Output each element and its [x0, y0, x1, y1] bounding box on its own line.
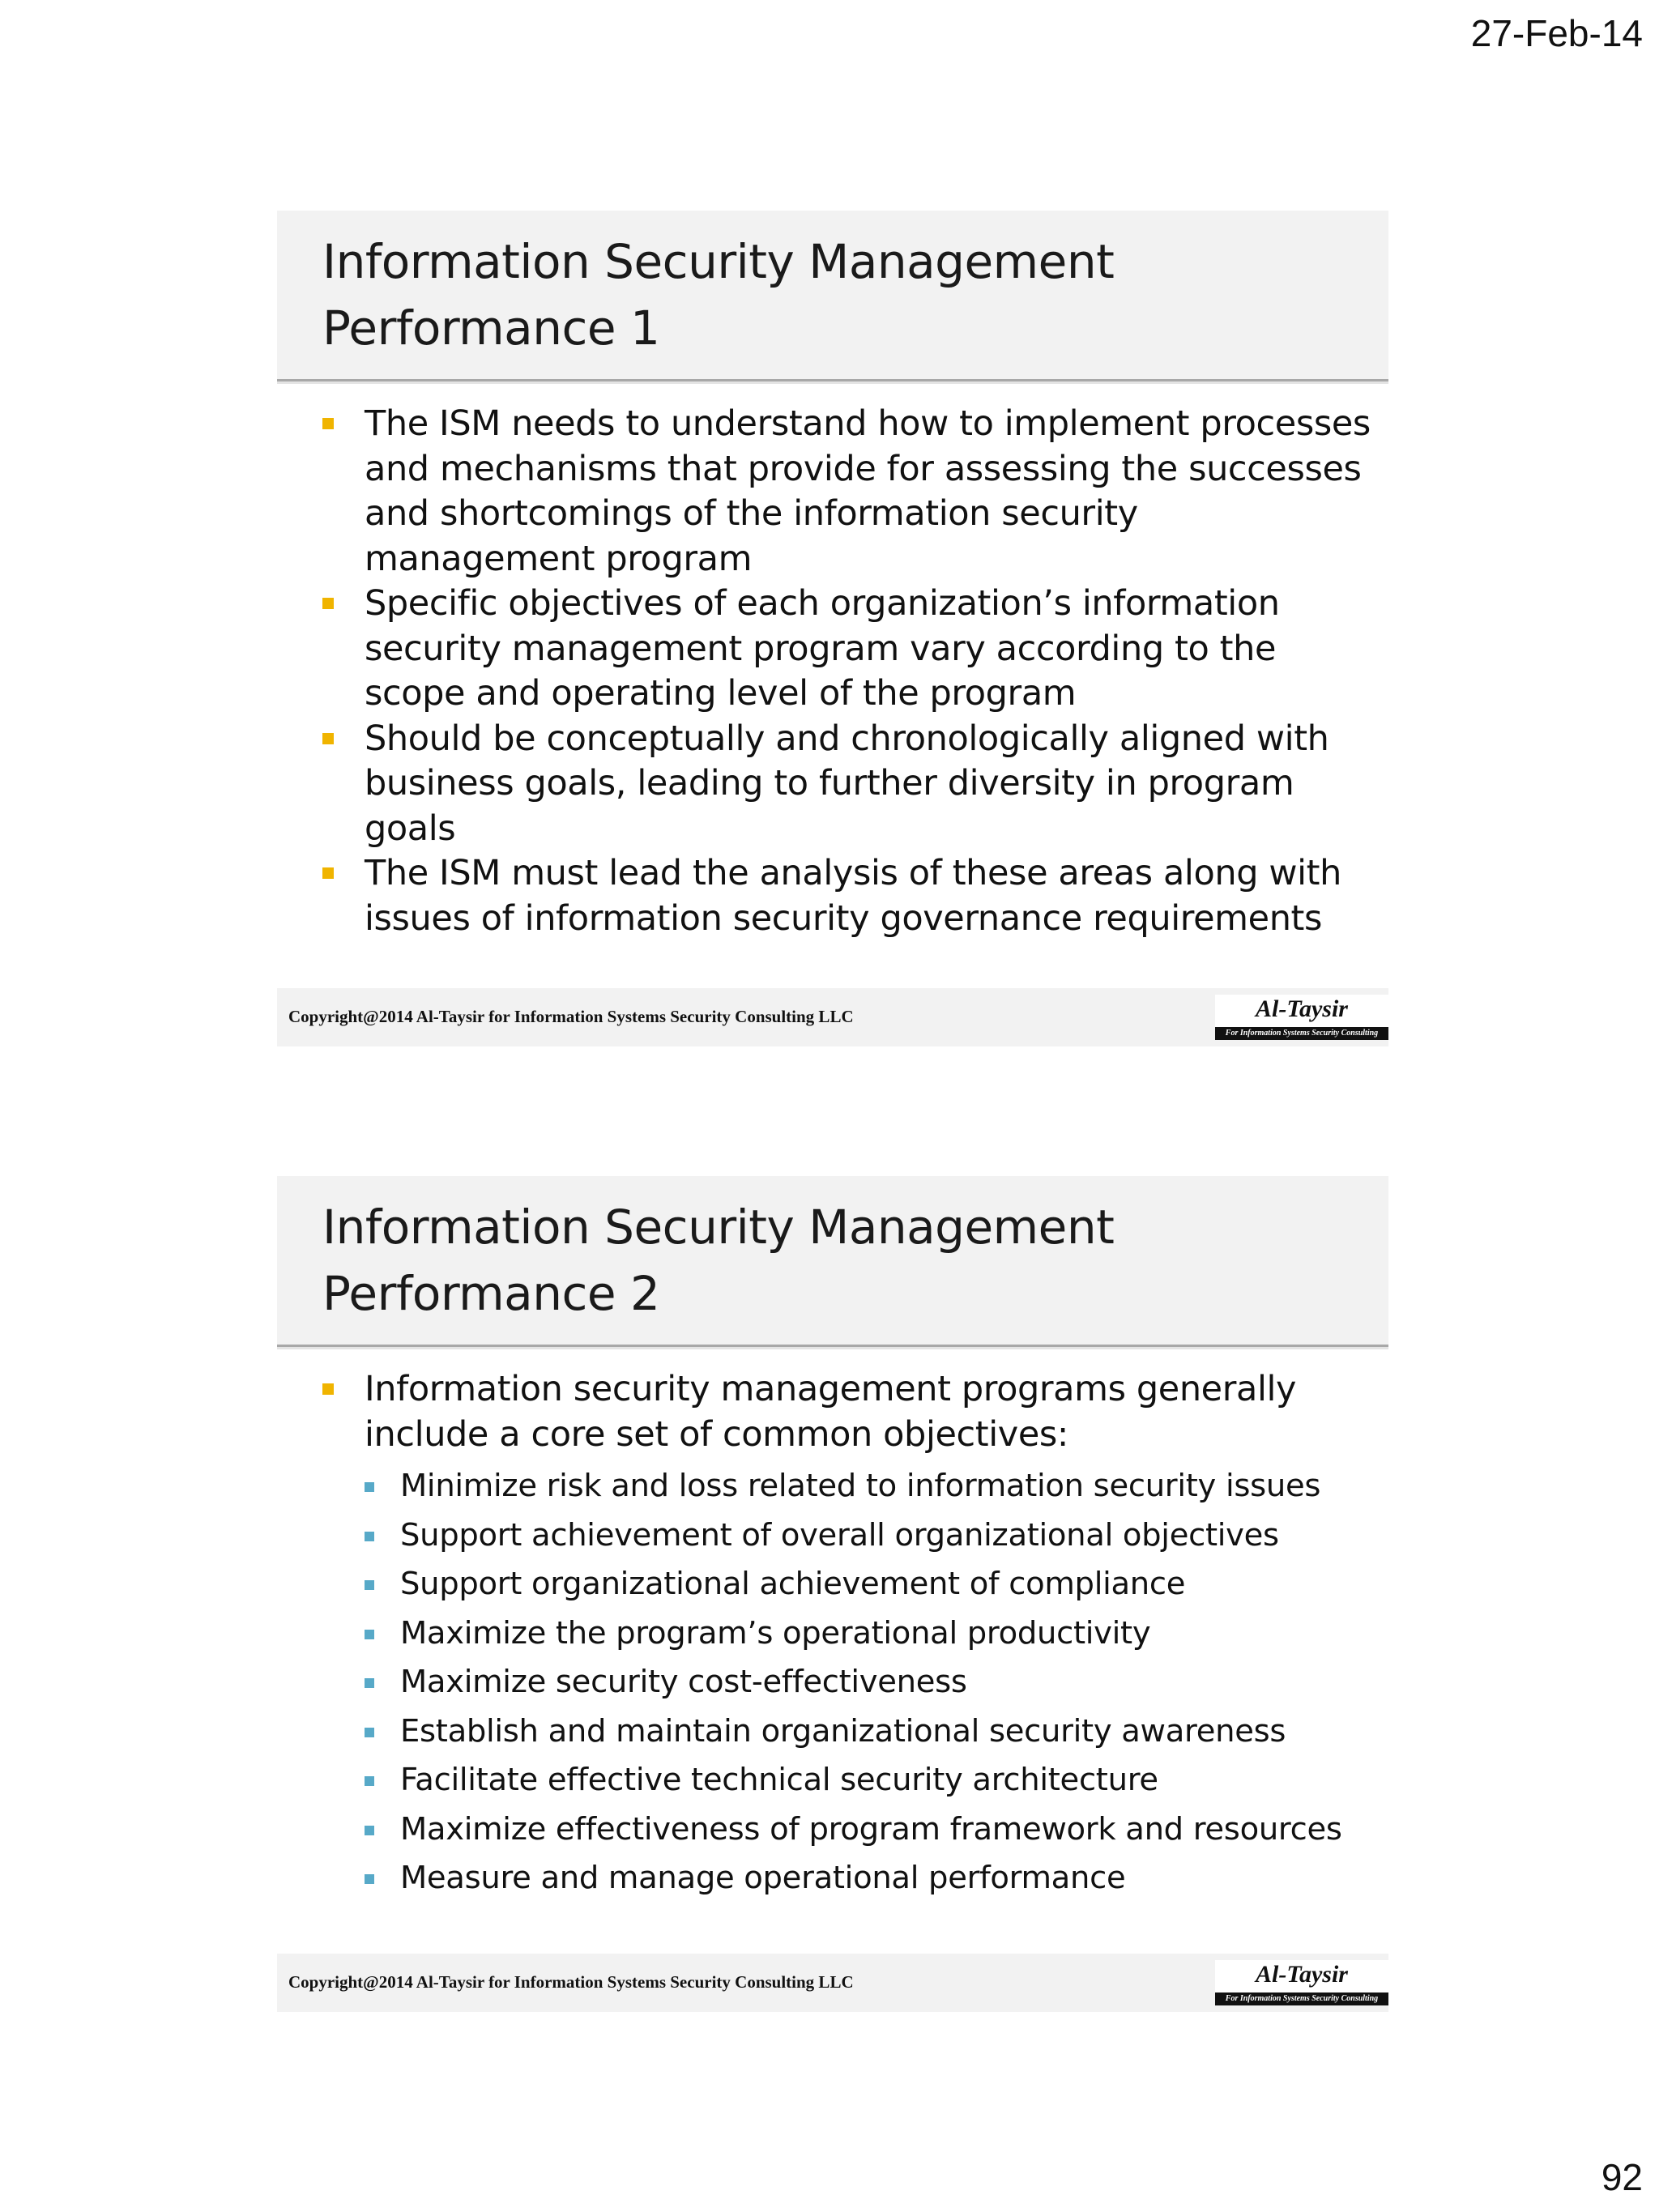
sub-bullet-item [365, 1462, 1375, 1511]
sub-bullet-text: Maximize security cost-effectiveness [400, 1664, 967, 1700]
bullet-text: Information security management programs generally include a core set of common objectives: [365, 1369, 1297, 1455]
sub-bullet-text: Establish and maintain organizational security awareness [400, 1712, 1286, 1750]
logo-subtitle: For Information Systems Security Consulting [1215, 1027, 1388, 1040]
sub-bullet-item [365, 1609, 1375, 1659]
slide-body [322, 402, 1375, 941]
slide-title-line-2: Performance 1 [322, 300, 660, 356]
slide-title-line-1: Information Security Management [322, 1200, 1115, 1255]
sub-bullet-item [365, 1707, 1375, 1757]
sub-bullet-text: Minimize risk and loss related to information security issues [400, 1468, 1321, 1504]
small-square-bullet-icon [365, 1678, 374, 1688]
company-logo [1215, 995, 1388, 1040]
sub-bullet-text: Maximize the program’s operational productivity [400, 1614, 1151, 1652]
bullet-item [322, 717, 1375, 852]
bullet-text: Should be conceptually and chronologically aligned with business goals, leading to further diversity in program goals [365, 718, 1329, 849]
slide-footer [277, 1954, 1388, 2012]
bullet-text: The ISM needs to understand how to implement processes and mechanisms that provide for assessing the successes and shortcomings of the information security management program [365, 403, 1371, 579]
sub-bullet-text: Maximize effectiveness of program framework and resources [400, 1810, 1342, 1848]
page-date: 27-Feb-14 [1470, 12, 1643, 54]
sub-bullet-item [365, 1560, 1375, 1609]
sub-bullet-text: Support organizational achievement of compliance [400, 1566, 1186, 1602]
footer-copyright: Copyright@2014 Al-Taysir for Information Systems Security Consulting LLC [288, 1972, 854, 1992]
bullet-list [322, 402, 1375, 941]
small-square-bullet-icon [365, 1482, 374, 1492]
square-bullet-icon [322, 598, 334, 609]
small-square-bullet-icon [365, 1532, 374, 1541]
logo-title: Al-Taysir [1256, 1961, 1348, 1988]
bullet-item [322, 582, 1375, 717]
sub-bullet-item [365, 1805, 1375, 1855]
sub-bullet-item [365, 1511, 1375, 1561]
small-square-bullet-icon [365, 1728, 374, 1737]
bullet-item [322, 402, 1375, 582]
slide-title-line-2: Performance 2 [322, 1266, 660, 1321]
small-square-bullet-icon [365, 1874, 374, 1884]
small-square-bullet-icon [365, 1776, 374, 1786]
sub-bullet-item [365, 1854, 1375, 1903]
logo-title: Al-Taysir [1256, 995, 1348, 1022]
logo-subtitle: For Information Systems Security Consulting [1215, 1993, 1388, 2005]
sub-bullet-item [365, 1658, 1375, 1707]
bullet-text: The ISM must lead the analysis of these areas along with issues of information security governance requirements [365, 853, 1341, 939]
page-number: 92 [1601, 2156, 1643, 2198]
slide-title [322, 1194, 1114, 1327]
slide-footer [277, 988, 1388, 1046]
square-bullet-icon [322, 867, 334, 879]
bullet-item [322, 1367, 1375, 1903]
sub-bullet-text: Support achievement of overall organizational objectives [400, 1516, 1279, 1554]
square-bullet-icon [322, 1383, 334, 1395]
slide-1 [277, 211, 1388, 1046]
slide-title-line-1: Information Security Management [322, 234, 1115, 289]
slide-2 [277, 1176, 1388, 2012]
square-bullet-icon [322, 418, 334, 429]
sub-bullet-list [365, 1462, 1375, 1903]
bullet-item [322, 851, 1375, 941]
slide-title-bar [277, 1176, 1388, 1347]
small-square-bullet-icon [365, 1826, 374, 1835]
sub-bullet-text: Measure and manage operational performance [400, 1860, 1126, 1896]
slide-title-bar [277, 211, 1388, 381]
square-bullet-icon [322, 733, 334, 744]
sub-bullet-item [365, 1756, 1375, 1805]
slide-body [322, 1367, 1375, 1903]
slide-title [322, 228, 1114, 361]
bullet-text: Specific objectives of each organization’s information security management program vary according to the scope and operating level of the program [365, 583, 1280, 714]
company-logo [1215, 1960, 1388, 2005]
small-square-bullet-icon [365, 1630, 374, 1639]
bullet-list [322, 1367, 1375, 1903]
sub-bullet-text: Facilitate effective technical security architecture [400, 1762, 1158, 1798]
small-square-bullet-icon [365, 1580, 374, 1590]
footer-copyright: Copyright@2014 Al-Taysir for Information Systems Security Consulting LLC [288, 1007, 854, 1026]
